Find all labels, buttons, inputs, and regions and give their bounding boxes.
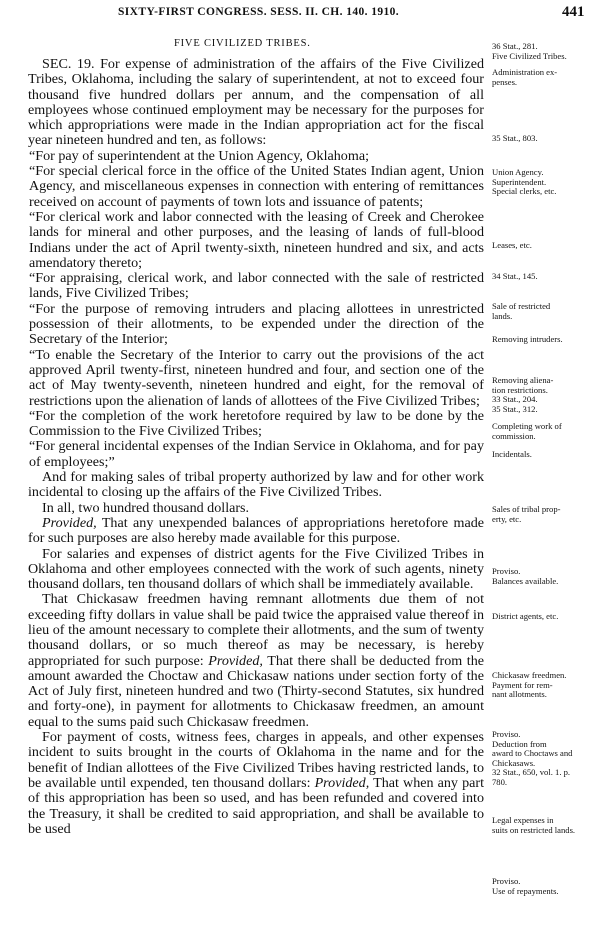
paragraph-special-clerical-force: “For special clerical force in the office of the United States Indian agent, Union Agency, and miscellaneous expenses in connection with entering of remittances received on account of payments of town lots and issuance of patents; [29,163,484,210]
paragraph-chickasaw-freedmen: That Chickasaw freedmen having remnant allotments due them of not exceeding fifty dollars in value shall be paid twice the appraised value thereof in lieu of the amount necessary to complete their allotments, and the sum of twenty thousand dollars, or so much thereof as may be necessary, is hereby appropriated for such purpose: Provided, That there shall be deducted from the amount awarded the Choctaw and Chickasaw nations under section forty of the Act of July first, nineteen hundred and two (Thirty-second Statutes, six hundred and forty-one), in payment for allotments to Chickasaw freedmen, an amount equal to the sums paid such Chickasaw freedmen. [28,591,484,730]
margin-note: Proviso. Balances available. [492,566,559,586]
margin-note: Administration ex- penses. [492,67,558,87]
paragraph-tribal-property-sales: And for making sales of tribal property authorized by law and for other work incidental to closing up the affairs of the Five Civilized Tribes. [28,469,484,501]
paragraph-appraising: “For appraising, clerical work, and labor connected with the sale of restricted lands, Five Civilized Tribes; [29,270,484,302]
margin-note: 34 Stat., 145. [492,271,538,281]
proviso-label: Provided, [42,514,97,531]
margin-note: Sale of restricted lands. [492,301,551,321]
margin-note: Chickasaw freedmen. Payment for rem- nant allotments. [492,670,567,700]
paragraph-incidental-expenses: “For general incidental expenses of the Indian Service in Oklahoma, and for pay of employees;” [29,438,484,470]
paragraph-removal-of-restrictions: “To enable the Secretary of the Interior to carry out the provisions of the act approved April twenty-first, nineteen hundred and four, and section one of the act of May twenty-seventh, nineteen hundred and eight, for the removal of restrictions upon the alienation of lands of allottees of the Five Civilized Tribes; [29,346,484,409]
paragraph-proviso-balances: Provided, That any unexpended balances of appropriations heretofore made for such purposes are also hereby made available for this purpose. [28,514,484,547]
margin-note: 36 Stat., 281. Five Civilized Tribes. [492,41,567,61]
margin-note: Legal expenses in suits on restricted lands. [492,815,576,835]
paragraph-superintendent-pay: “For pay of superintendent at the Union Agency, Oklahoma; [29,147,369,164]
paragraph-removing-intruders: “For the purpose of removing intruders and placing allottees in unrestricted possession of their allotments, to be expended under the direction of the Secretary of the Interior; [29,300,484,348]
running-head: SIXTY-FIRST CONGRESS. SESS. II. CH. 140. 1910. [118,6,400,18]
margin-note: 35 Stat., 803. [492,133,538,143]
paragraph-leasing-work: “For clerical work and labor connected with the leasing of Creek and Cherokee lands for mineral and other purposes, and the leasing of lands of full-blood Indians under the act of April twenty-sixth, nineteen hundred and six, and acts amendatory thereto; [29,208,484,271]
margin-note: Incidentals. [492,449,532,459]
margin-note: Sales of tribal prop- erty, etc. [492,504,561,524]
paragraph-completion-of-work: “For the completion of the work heretofore required by law to be done by the Commission to the Five Civilized Tribes; [29,407,484,440]
paragraph-sec-19: SEC. 19. For expense of administration of the affairs of the Five Civilized Tribes, Oklahoma, including the salary of superintendent, at not to exceed four thousand five hundred dollars per annum, and the compensation of all employees whose continued employment may be necessary for the purposes for which appropriations were made in the Indian appropriation act for the fiscal year nineteen hundred and ten, as follows: [28,56,484,149]
margin-note: Leases, etc. [492,240,532,250]
page-number: 441 [562,4,585,20]
margin-note: Union Agency. Superintendent. Special clerks, etc. [492,167,557,197]
proviso-label: Provided, [208,652,263,669]
margin-note: Removing intruders. [492,334,563,344]
margin-note: Completing work of commission. [492,421,562,441]
paragraph-district-agents: For salaries and expenses of district agents for the Five Civilized Tribes in Oklahoma and other employees connected with the work of such agents, ninety thousand dollars, ten thousand dollars of which shall be immediately available. [28,545,484,593]
margin-note: District agents, etc. [492,611,559,621]
paragraph-total: In all, two hundred thousand dollars. [42,499,250,516]
proviso-label: Provided, [314,774,370,791]
statute-body [28,57,484,837]
page-header [0,0,600,28]
margin-note: Proviso. Deduction from award to Choctaws and Chickasaws. 32 Stat., 650, vol. 1. p. 780. [492,729,573,787]
margin-note: Removing aliena- tion restrictions. 33 Stat., 204. 35 Stat., 312. [492,375,554,414]
margin-note: Proviso. Use of repayments. [492,876,559,896]
section-title: FIVE CIVILIZED TRIBES. [174,38,311,49]
paragraph-legal-expenses: For payment of costs, witness fees, charges in appeals, and other expenses incident to suits brought in the courts of Oklahoma in the name and for the benefit of Indian allottees of the Five Civilized Tribes having restricted lands, to be available until expended, ten thousand dollars: Provided, That when any part of this appropriation has been so used, and has been refunded and covered into the Treasury, it shall be credited to said appropriation, and shall be available to be used [28,729,484,837]
